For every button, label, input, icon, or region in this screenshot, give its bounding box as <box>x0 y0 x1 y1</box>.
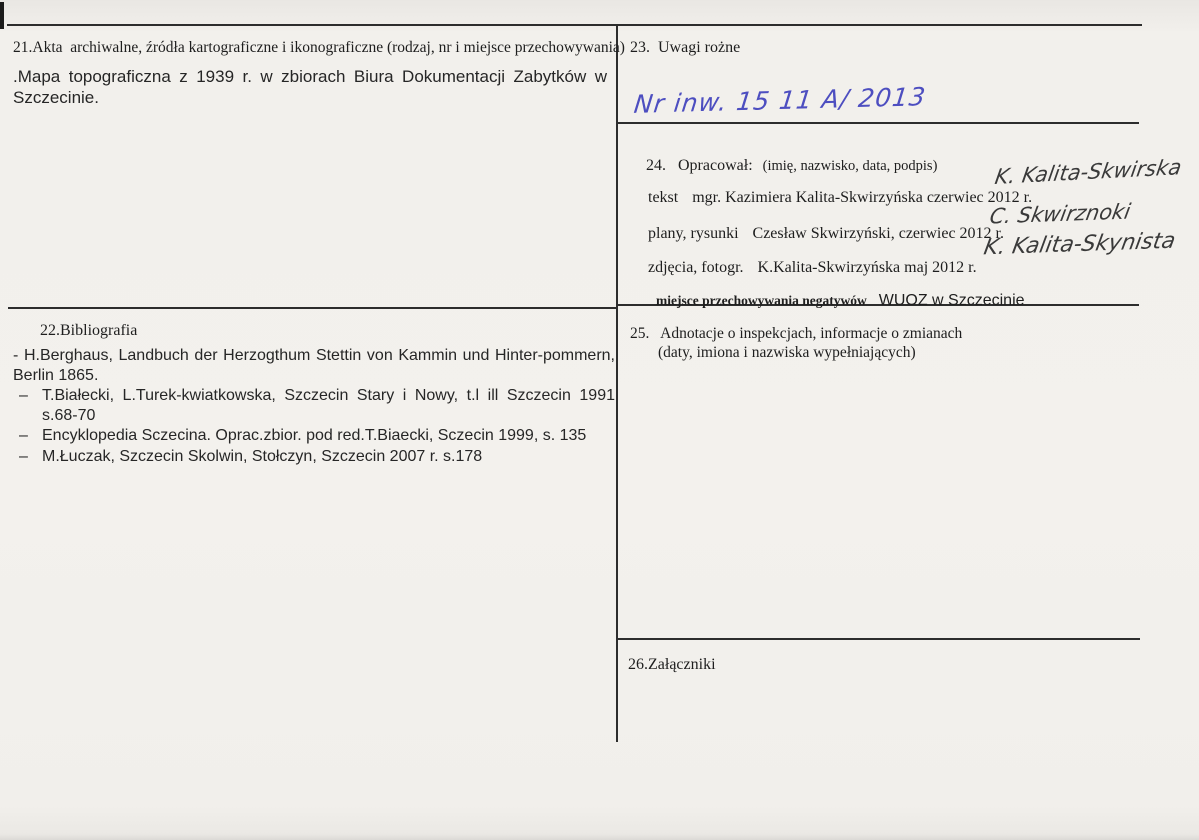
row-value: K.Kalita-Skwirzyńska maj 2012 r. <box>757 259 977 276</box>
scan-edge-artifact <box>0 2 4 29</box>
section25-line1: 25. Adnotacje o inspekcjach, informacje o zmianach <box>630 325 963 342</box>
signature-zdjecia: K. Kalita-Skynista <box>981 228 1178 261</box>
column-divider-line <box>616 25 618 742</box>
section25-line2: (daty, imiona i nazwiska wypełniających) <box>658 344 916 361</box>
negatives-storage-row <box>640 274 1025 328</box>
section23-title: 23. Uwagi rożne <box>630 39 741 56</box>
bibliography-item: - H.Berghaus, Landbuch der Herzogthum Stettin von Kammin und Hinter-pommern, Berlin 1865. <box>13 347 615 384</box>
row-label: tekst <box>648 189 679 206</box>
list-dash: – <box>19 387 28 404</box>
row-value: mgr. Kazimiera Kalita-Skwirzyńska czerwiec 2012 r. <box>692 189 1033 206</box>
bibliography-list <box>13 346 615 466</box>
section24-paren-label: (imię, nazwisko, data, podpis) <box>762 158 938 174</box>
list-dash: – <box>19 427 28 444</box>
signature-tekst: K. Kalita-Skwirska <box>993 155 1184 189</box>
row-label: plany, rysunki <box>648 225 739 242</box>
row-label: zdjęcia, fotogr. <box>648 259 744 276</box>
signature-plany: C. Skwirznoki <box>987 199 1133 229</box>
bibliography-item: – M.Łuczak, Szczecin Skolwin, Stołczyn, Szczecin 2007 r. s.178 <box>19 447 483 465</box>
list-dash: – <box>19 447 28 465</box>
row-value: Czesław Skwirzyński, czerwiec 2012 r. <box>752 225 1004 242</box>
section26-title: 26.Załączniki <box>628 656 716 673</box>
divider-section25-26 <box>618 638 1140 640</box>
bibliography-item: – T.Białecki, L.Turek-kwiatkowska, Szczecin Stary i Nowy, t.l ill Szczecin 1991 s.68-70 <box>19 387 615 424</box>
section25-title <box>630 324 962 362</box>
negatives-storage-label: miejsce przechowywania negatywów <box>656 293 867 308</box>
section22-title: 22.Bibliografia <box>40 322 138 339</box>
section21-body-text: .Mapa topograficzna z 1939 r. w zbiorach Biura Dokumentacji Zabytków w Szczecinie. <box>13 67 607 107</box>
bibliography-item: – Encyklopedia Sczecina. Oprac.zbior. pod red.T.Biaecki, Sczecin 1999, s. 135 <box>19 427 587 444</box>
divider-section23-24 <box>618 122 1139 124</box>
top-rule-line <box>7 24 1142 26</box>
section21-title: 21.Akta archiwalne, źródła kartograficzne i ikonograficzne (rodzaj, nr i miejsce przechowywania) <box>13 39 625 56</box>
scan-bottom-crease <box>0 834 1199 840</box>
handwritten-inventory-number: Nr inw. 15 11 A/ 2013 <box>632 82 928 119</box>
divider-section21-22 <box>8 307 616 309</box>
negatives-storage-value: WUOZ w Szczecinie <box>878 292 1025 309</box>
section24-number-label: 24. Opracował: <box>646 157 753 174</box>
